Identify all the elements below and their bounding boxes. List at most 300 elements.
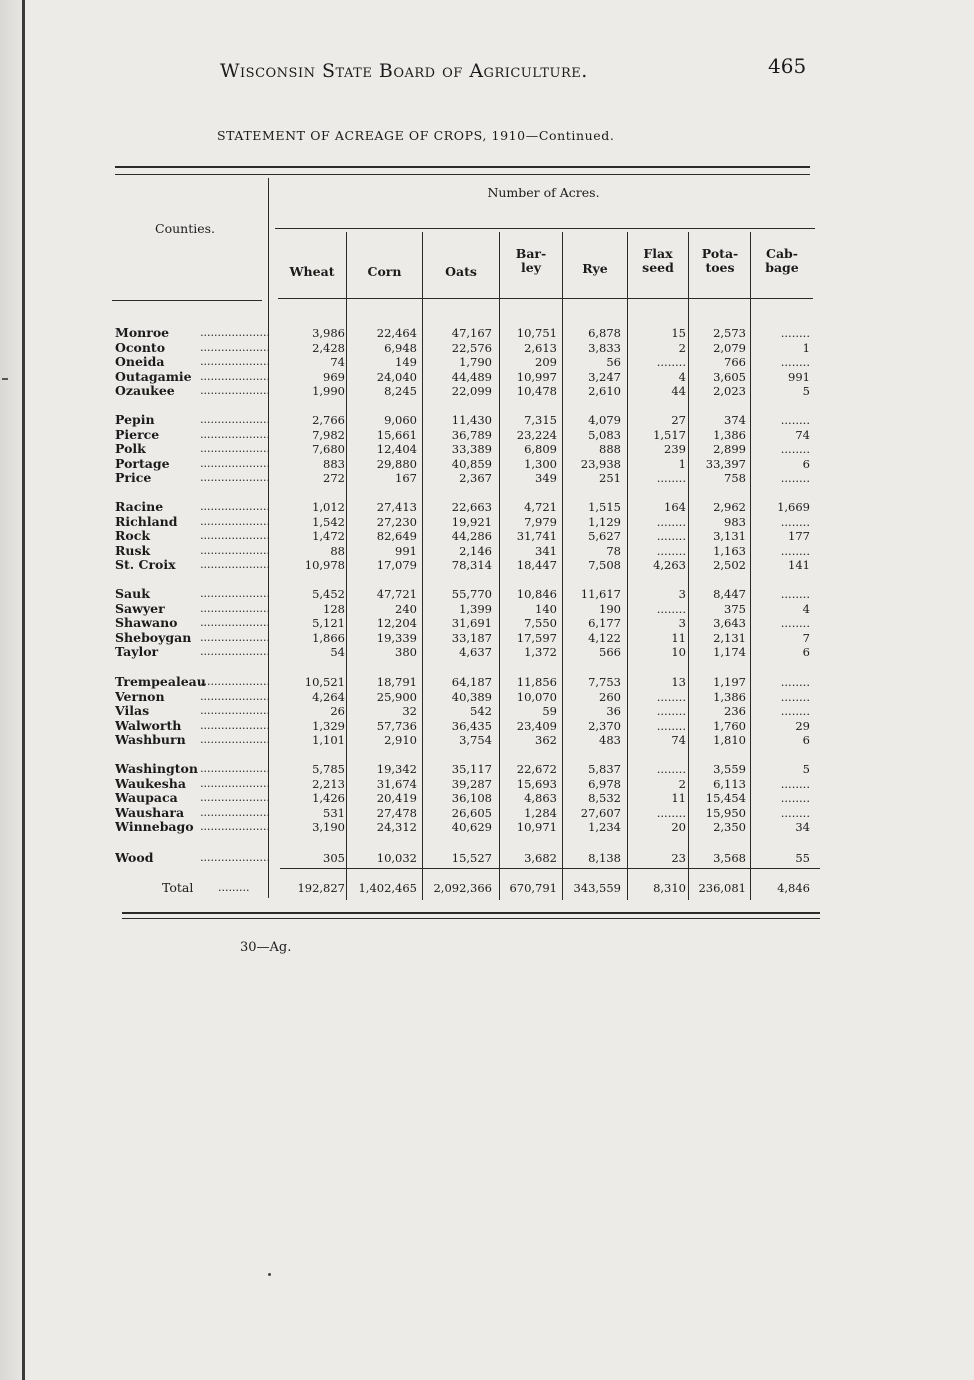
leader-dots: ....................: [200, 601, 270, 615]
cell-barley: 341: [535, 543, 557, 558]
cell-potatoes: 236: [724, 704, 746, 719]
cell-rye: 5,627: [588, 529, 621, 544]
cell-cabbage: 177: [788, 529, 810, 544]
cell-oats: 11,430: [451, 413, 492, 427]
cell-corn: 82,649: [376, 529, 417, 544]
group-header-rule: [275, 228, 815, 229]
cell-cabbage: 6: [802, 645, 810, 660]
cell-wheat: 1,472: [312, 529, 345, 544]
cell-oats: 44,489: [451, 369, 492, 384]
column-divider-potatoes: [688, 232, 689, 900]
cell-flaxseed: 13: [671, 675, 686, 689]
cell-corn: 19,339: [376, 630, 417, 645]
cell-cabbage: 55: [795, 851, 810, 865]
cell-corn: 8,245: [384, 384, 417, 399]
county-name: Pepin: [115, 413, 155, 427]
cell-rye: 36: [606, 704, 621, 719]
column-header-cabbage: Cab- bage: [765, 246, 799, 275]
cell-corn: 27,230: [376, 514, 417, 529]
county-name: Rock: [115, 529, 150, 544]
cell-potatoes: 6,113: [713, 776, 746, 791]
cell-barley: 10,070: [516, 689, 557, 704]
cell-rye: 5,837: [588, 762, 621, 776]
cell-rye: 56: [606, 355, 621, 370]
leader-dots: ....................: [200, 369, 270, 383]
county-name: Waushara: [115, 805, 185, 820]
cell-corn: 380: [395, 645, 417, 660]
cell-cabbage: 4: [802, 601, 810, 616]
leader-dots: ....................: [200, 704, 270, 718]
cell-wheat: 1,990: [312, 384, 345, 399]
leader-dots: ....................: [200, 558, 270, 572]
leader-dots: ....................: [200, 529, 270, 543]
cell-corn: 10,032: [376, 851, 417, 865]
cell-oats: 40,629: [451, 820, 492, 835]
county-name: Washburn: [115, 733, 186, 748]
cell-potatoes: 8,447: [713, 587, 746, 601]
cell-oats: 39,287: [451, 776, 492, 791]
total-barley: 670,791: [509, 881, 557, 895]
cell-corn: 12,404: [376, 442, 417, 457]
cell-rye: 4,079: [588, 413, 621, 427]
cell-corn: 2,910: [384, 733, 417, 748]
leader-dots: .........: [218, 881, 250, 894]
cell-flaxseed: 11: [671, 630, 686, 645]
leader-dots: ....................: [200, 675, 270, 688]
cell-rye: 3,833: [588, 340, 621, 355]
column-header-oats: Oats: [445, 264, 477, 279]
column-header-rule: [278, 298, 813, 299]
cell-barley: 1,300: [524, 456, 557, 471]
cell-potatoes: 2,023: [713, 384, 746, 399]
page-gutter: [0, 0, 22, 1380]
leader-dots: ....................: [200, 791, 270, 805]
cell-flaxseed: ........: [656, 529, 686, 544]
cell-oats: 22,099: [451, 384, 492, 399]
cell-cabbage: ........: [780, 704, 810, 719]
cell-potatoes: 2,350: [713, 820, 746, 835]
cell-potatoes: 2,131: [713, 630, 746, 645]
cell-rye: 3,247: [588, 369, 621, 384]
cell-barley: 362: [535, 733, 557, 748]
cell-corn: 240: [395, 601, 417, 616]
speck: [268, 1273, 271, 1276]
leader-dots: ....................: [200, 645, 270, 659]
leader-dots: ....................: [200, 543, 270, 557]
county-name: Racine: [115, 500, 164, 514]
cell-barley: 10,997: [516, 369, 557, 384]
cell-wheat: 5,121: [312, 616, 345, 631]
margin-mark: [2, 378, 8, 380]
cell-flaxseed: 20: [671, 820, 686, 835]
leader-dots: ....................: [200, 384, 270, 398]
cell-cabbage: ........: [780, 413, 810, 427]
cell-cabbage: ........: [780, 776, 810, 791]
total-oats: 2,092,366: [433, 881, 492, 895]
cell-barley: 209: [535, 355, 557, 370]
cell-wheat: 26: [330, 704, 345, 719]
cell-corn: 24,312: [376, 820, 417, 835]
cell-cabbage: 1,669: [777, 500, 810, 514]
cell-potatoes: 15,950: [705, 805, 746, 820]
cell-barley: 1,372: [524, 645, 557, 660]
cell-rye: 78: [606, 543, 621, 558]
county-name: Walworth: [115, 718, 182, 733]
cell-barley: 11,856: [516, 675, 557, 689]
cell-barley: 22,672: [516, 762, 557, 776]
cell-wheat: 54: [330, 645, 345, 660]
cell-potatoes: 766: [724, 355, 746, 370]
cell-corn: 9,060: [384, 413, 417, 427]
cell-wheat: 1,542: [312, 514, 345, 529]
county-name: Winnebago: [115, 820, 194, 835]
cell-barley: 10,478: [516, 384, 557, 399]
cell-flaxseed: ........: [656, 805, 686, 820]
county-name: Washington: [115, 762, 198, 776]
total-wheat: 192,827: [297, 881, 345, 895]
cell-oats: 35,117: [451, 762, 492, 776]
cell-barley: 3,682: [524, 851, 557, 865]
cell-flaxseed: 2: [678, 340, 686, 355]
cell-flaxseed: 15: [671, 326, 686, 340]
cell-cabbage: 5: [802, 762, 810, 776]
cell-cabbage: 6: [802, 733, 810, 748]
cell-rye: 5,083: [588, 427, 621, 442]
cell-potatoes: 3,643: [713, 616, 746, 631]
cell-corn: 27,478: [376, 805, 417, 820]
cell-oats: 44,286: [451, 529, 492, 544]
cell-corn: 31,674: [376, 776, 417, 791]
leader-dots: ....................: [200, 427, 270, 441]
cell-oats: 36,108: [451, 791, 492, 806]
cell-wheat: 1,426: [312, 791, 345, 806]
cell-potatoes: 3,559: [713, 762, 746, 776]
cell-flaxseed: 44: [671, 384, 686, 399]
leader-dots: ....................: [200, 442, 270, 456]
cell-potatoes: 758: [724, 471, 746, 486]
cell-barley: 15,693: [516, 776, 557, 791]
cell-cabbage: ........: [780, 675, 810, 689]
cell-corn: 17,079: [376, 558, 417, 573]
leader-dots: ....................: [200, 500, 270, 513]
cell-flaxseed: ........: [656, 514, 686, 529]
counties-header-rule: [112, 300, 262, 301]
cell-oats: 26,605: [451, 805, 492, 820]
column-header-rye: Rye: [582, 261, 608, 276]
cell-potatoes: 1,386: [713, 427, 746, 442]
county-name: Sawyer: [115, 601, 165, 616]
cell-rye: 251: [599, 471, 621, 486]
cell-flaxseed: ........: [656, 689, 686, 704]
cell-cabbage: 29: [795, 718, 810, 733]
total-rule: [280, 868, 820, 869]
cell-wheat: 305: [323, 851, 345, 865]
leader-dots: ....................: [200, 471, 270, 485]
cell-wheat: 10,521: [304, 675, 345, 689]
cell-rye: 7,508: [588, 558, 621, 573]
county-name: Vernon: [115, 689, 165, 704]
cell-flaxseed: ........: [656, 718, 686, 733]
cell-cabbage: ........: [780, 791, 810, 806]
cell-flaxseed: 4: [678, 369, 686, 384]
cell-oats: 3,754: [459, 733, 492, 748]
leader-dots: ....................: [200, 616, 270, 630]
cell-barley: 4,863: [524, 791, 557, 806]
cell-rye: 27,607: [580, 805, 621, 820]
county-name: Oconto: [115, 340, 166, 355]
cell-corn: 25,900: [376, 689, 417, 704]
cell-wheat: 1,866: [312, 630, 345, 645]
cell-corn: 32: [402, 704, 417, 719]
cell-potatoes: 2,899: [713, 442, 746, 457]
leader-dots: ....................: [200, 805, 270, 819]
cell-corn: 47,721: [376, 587, 417, 601]
cell-cabbage: ........: [780, 355, 810, 370]
total-corn: 1,402,465: [358, 881, 417, 895]
cell-flaxseed: ........: [656, 601, 686, 616]
cell-cabbage: 141: [788, 558, 810, 573]
cell-oats: 64,187: [451, 675, 492, 689]
leader-dots: ....................: [200, 514, 270, 528]
cell-oats: 40,859: [451, 456, 492, 471]
county-name: Shawano: [115, 616, 178, 631]
column-header-barley: Bar- ley: [515, 246, 547, 275]
cell-potatoes: 1,386: [713, 689, 746, 704]
cell-rye: 566: [599, 645, 621, 660]
cell-flaxseed: 10: [671, 645, 686, 660]
cell-potatoes: 374: [724, 413, 746, 427]
cell-potatoes: 3,568: [713, 851, 746, 865]
cell-cabbage: ........: [780, 471, 810, 486]
cell-flaxseed: 3: [678, 587, 686, 601]
county-name: Polk: [115, 442, 146, 457]
cell-cabbage: ........: [780, 805, 810, 820]
cell-corn: 57,736: [376, 718, 417, 733]
county-name: Ozaukee: [115, 384, 175, 399]
cell-oats: 1,790: [459, 355, 492, 370]
cell-barley: 31,741: [516, 529, 557, 544]
cell-rye: 2,610: [588, 384, 621, 399]
top-double-rule-2: [115, 174, 810, 175]
cell-potatoes: 3,605: [713, 369, 746, 384]
total-flaxseed: 8,310: [653, 881, 686, 895]
cell-oats: 40,389: [451, 689, 492, 704]
cell-wheat: 74: [330, 355, 345, 370]
cell-barley: 2,613: [524, 340, 557, 355]
leader-dots: ....................: [200, 689, 270, 703]
cell-potatoes: 1,174: [713, 645, 746, 660]
cell-oats: 4,637: [459, 645, 492, 660]
cell-flaxseed: ........: [656, 471, 686, 486]
county-name: Sauk: [115, 587, 150, 601]
cell-potatoes: 1,197: [713, 675, 746, 689]
cell-flaxseed: 2: [678, 776, 686, 791]
county-name: Taylor: [115, 645, 159, 660]
county-name: St. Croix: [115, 558, 176, 573]
cell-wheat: 2,766: [312, 413, 345, 427]
leader-dots: ....................: [200, 718, 270, 732]
cell-flaxseed: ........: [656, 355, 686, 370]
cell-wheat: 128: [323, 601, 345, 616]
cell-barley: 10,751: [516, 326, 557, 340]
leader-dots: ....................: [200, 776, 270, 790]
cell-cabbage: ........: [780, 442, 810, 457]
cell-barley: 10,971: [516, 820, 557, 835]
county-name: Outagamie: [115, 369, 192, 384]
cell-barley: 10,846: [516, 587, 557, 601]
cell-potatoes: 983: [724, 514, 746, 529]
county-name: Rusk: [115, 543, 151, 558]
cell-cabbage: 991: [788, 369, 810, 384]
cell-wheat: 3,190: [312, 820, 345, 835]
county-name: Portage: [115, 456, 170, 471]
cell-flaxseed: 1: [678, 456, 686, 471]
cell-corn: 29,880: [376, 456, 417, 471]
running-head: Wisconsin State Board of Agriculture.: [220, 60, 588, 82]
bottom-double-rule-2: [122, 918, 820, 919]
table-title: STATEMENT OF ACREAGE OF CROPS, 1910—Continued.: [217, 128, 615, 143]
leader-dots: ....................: [200, 456, 270, 470]
cell-cabbage: ........: [780, 514, 810, 529]
cell-oats: 1,399: [459, 601, 492, 616]
cell-barley: 140: [535, 601, 557, 616]
total-rye: 343,559: [573, 881, 621, 895]
cell-oats: 47,167: [451, 326, 492, 340]
cell-wheat: 883: [323, 456, 345, 471]
cell-flaxseed: 1,517: [653, 427, 686, 442]
cell-wheat: 7,982: [312, 427, 345, 442]
cell-barley: 7,550: [524, 616, 557, 631]
cell-flaxseed: 27: [671, 413, 686, 427]
cell-wheat: 1,101: [312, 733, 345, 748]
cell-rye: 2,370: [588, 718, 621, 733]
county-name: Waupaca: [115, 791, 178, 806]
cell-flaxseed: 4,263: [653, 558, 686, 573]
cell-potatoes: 375: [724, 601, 746, 616]
cell-cabbage: 1: [802, 340, 810, 355]
cell-rye: 1,234: [588, 820, 621, 835]
cell-rye: 1,515: [588, 500, 621, 514]
cell-rye: 8,532: [588, 791, 621, 806]
column-header-flaxseed: Flax seed: [642, 246, 674, 275]
cell-wheat: 969: [323, 369, 345, 384]
cell-cabbage: ........: [780, 616, 810, 631]
cell-barley: 6,809: [524, 442, 557, 457]
column-header-corn: Corn: [367, 264, 402, 279]
cell-flaxseed: 74: [671, 733, 686, 748]
cell-rye: 11,617: [580, 587, 621, 601]
cell-corn: 991: [395, 543, 417, 558]
cell-rye: 6,978: [588, 776, 621, 791]
cell-corn: 12,204: [376, 616, 417, 631]
cell-potatoes: 2,502: [713, 558, 746, 573]
cell-rye: 190: [599, 601, 621, 616]
cell-cabbage: 5: [802, 384, 810, 399]
leader-dots: ....................: [200, 820, 270, 834]
cell-flaxseed: ........: [656, 704, 686, 719]
cell-wheat: 5,785: [312, 762, 345, 776]
total-label: Total: [162, 880, 194, 895]
cell-barley: 23,224: [516, 427, 557, 442]
cell-wheat: 88: [330, 543, 345, 558]
cell-barley: 7,315: [524, 413, 557, 427]
cell-oats: 2,146: [459, 543, 492, 558]
column-header-wheat: Wheat: [289, 264, 335, 279]
cell-potatoes: 15,454: [705, 791, 746, 806]
signature-mark: 30—Ag.: [240, 940, 292, 955]
total-cabbage: 4,846: [777, 881, 810, 895]
counties-header: Counties.: [155, 221, 215, 236]
leader-dots: ....................: [200, 851, 270, 864]
leader-dots: ....................: [200, 587, 270, 600]
cell-corn: 6,948: [384, 340, 417, 355]
cell-cabbage: ........: [780, 543, 810, 558]
cell-wheat: 531: [323, 805, 345, 820]
bottom-double-rule-1: [122, 912, 820, 914]
cell-corn: 22,464: [376, 326, 417, 340]
cell-flaxseed: 164: [664, 500, 686, 514]
cell-barley: 4,721: [524, 500, 557, 514]
cell-oats: 15,527: [451, 851, 492, 865]
cell-rye: 4,122: [588, 630, 621, 645]
cell-barley: 1,284: [524, 805, 557, 820]
cell-barley: 18,447: [516, 558, 557, 573]
cell-corn: 27,413: [376, 500, 417, 514]
cell-oats: 542: [470, 704, 492, 719]
top-double-rule-1: [115, 166, 810, 168]
cell-flaxseed: ........: [656, 762, 686, 776]
cell-oats: 31,691: [451, 616, 492, 631]
cell-barley: 23,409: [516, 718, 557, 733]
cell-rye: 483: [599, 733, 621, 748]
cell-rye: 7,753: [588, 675, 621, 689]
county-name: Wood: [115, 851, 154, 865]
cell-cabbage: 7: [802, 630, 810, 645]
cell-flaxseed: 239: [664, 442, 686, 457]
county-name: Vilas: [115, 704, 150, 719]
cell-oats: 33,187: [451, 630, 492, 645]
cell-corn: 20,419: [376, 791, 417, 806]
column-header-potatoes: Pota- toes: [701, 246, 739, 275]
county-name: Oneida: [115, 355, 165, 370]
cell-corn: 149: [395, 355, 417, 370]
leader-dots: ....................: [200, 762, 270, 775]
county-name: Richland: [115, 514, 178, 529]
cell-rye: 6,878: [588, 326, 621, 340]
county-name: Sheboygan: [115, 630, 192, 645]
leader-dots: ....................: [200, 630, 270, 644]
cell-corn: 18,791: [376, 675, 417, 689]
cell-wheat: 272: [323, 471, 345, 486]
cell-potatoes: 2,962: [713, 500, 746, 514]
cell-wheat: 10,978: [304, 558, 345, 573]
cell-potatoes: 33,397: [705, 456, 746, 471]
cell-potatoes: 1,760: [713, 718, 746, 733]
cell-oats: 22,663: [451, 500, 492, 514]
cell-rye: 1,129: [588, 514, 621, 529]
total-potatoes: 236,081: [698, 881, 746, 895]
cell-barley: 59: [542, 704, 557, 719]
cell-cabbage: ........: [780, 689, 810, 704]
cell-flaxseed: 11: [671, 791, 686, 806]
cell-rye: 6,177: [588, 616, 621, 631]
county-name: Price: [115, 471, 152, 486]
cell-wheat: 4,264: [312, 689, 345, 704]
leader-dots: ....................: [200, 326, 270, 339]
cell-corn: 19,342: [376, 762, 417, 776]
cell-wheat: 1,012: [312, 500, 345, 514]
cell-flaxseed: 3: [678, 616, 686, 631]
